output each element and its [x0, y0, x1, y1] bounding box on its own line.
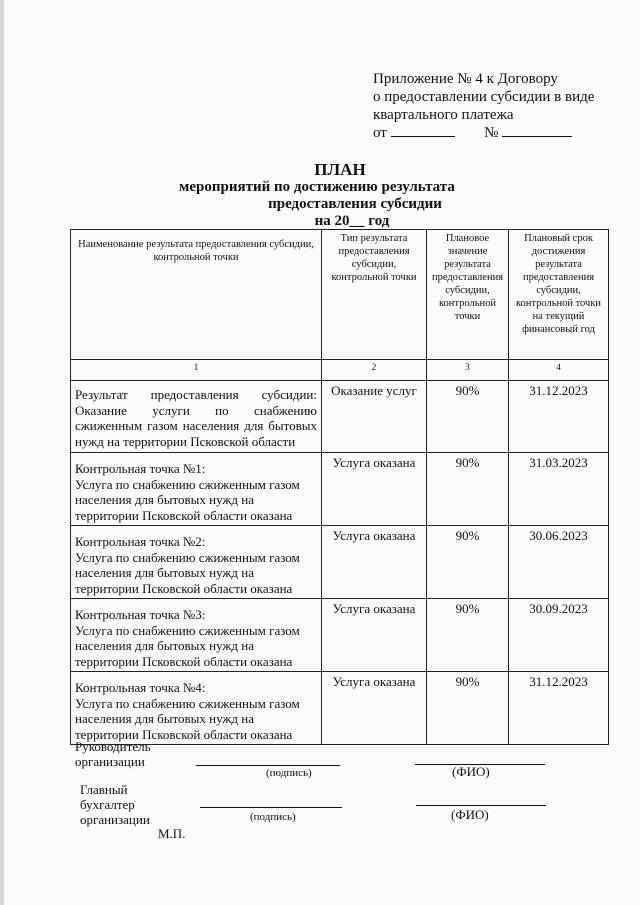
appendix-line-2: о предоставлении субсидии в виде [373, 89, 595, 105]
header-result-type: Тип результата предоставления субсидии, контрольной точки [322, 230, 427, 360]
document-year-line: на 20__ год [314, 213, 390, 229]
accountant-signature-caption: (подпись) [250, 811, 296, 823]
table-row [71, 526, 609, 599]
accountant-label-line-1: Главный [80, 782, 128, 797]
header-planned-value: Плановое значение результата предоставления субсидии, контрольной точки [427, 230, 509, 360]
accountant-label-line-2: бухгалтер [80, 797, 135, 812]
accountant-label-line-3: организации [80, 812, 150, 827]
page-edge-shadow [0, 0, 4, 905]
head-name-caption: (ФИО) [452, 764, 490, 779]
row-value: 90% [427, 453, 509, 526]
header-result-name: Наименование результата предоставления субсидии, контрольной точки [71, 230, 322, 360]
stamp-place-label: М.П. [158, 826, 186, 841]
appendix-line-4 [373, 124, 613, 142]
appendix-line-3: квартального платежа [373, 107, 514, 123]
row-value: 90% [427, 599, 509, 672]
table-header-row [71, 230, 609, 360]
row-type: Услуга оказана [322, 672, 427, 745]
row-date: 31.03.2023 [509, 453, 609, 526]
row-name [71, 526, 322, 599]
row-date: 30.09.2023 [509, 599, 609, 672]
head-label [75, 739, 151, 769]
column-number: 2 [322, 360, 427, 381]
row-value: 90% [427, 672, 509, 745]
row-name: Результат предоставления субсидии: Оказание услуги по снабжению сжиженным газом населения для бытовых нужд на территории Псковской области [71, 381, 322, 453]
head-label-line-1: Руководитель [75, 739, 151, 754]
column-number-row [71, 360, 609, 381]
accountant-name-line [416, 805, 546, 806]
column-number: 1 [71, 360, 322, 381]
head-signature-caption: (подпись) [266, 767, 312, 779]
row-date: 31.12.2023 [509, 381, 609, 453]
date-from-label: от [373, 125, 387, 141]
checkpoint-title: Контрольная точка №4: [75, 680, 206, 695]
header-planned-deadline: Плановый срок достижения результата предоставления субсидии, контрольной точки на текущий финансовый год [509, 230, 609, 360]
table-row [71, 672, 609, 745]
accountant-label [80, 782, 150, 827]
row-type: Услуга оказана [322, 453, 427, 526]
column-number: 4 [509, 360, 609, 381]
checkpoint-title: Контрольная точка №3: [75, 607, 206, 622]
checkpoint-text: Услуга по снабжению сжиженным газом населения для бытовых нужд на территории Псковской области оказана [75, 695, 300, 742]
row-date: 31.12.2023 [509, 672, 609, 745]
head-label-line-2: организации [75, 754, 145, 769]
table-row [71, 599, 609, 672]
row-type: Услуга оказана [322, 599, 427, 672]
accountant-name-caption: (ФИО) [451, 807, 489, 822]
checkpoint-text: Услуга по снабжению сжиженным газом населения для бытовых нужд на территории Псковской области оказана [75, 476, 300, 523]
date-blank [391, 124, 455, 137]
appendix-header [373, 70, 613, 142]
row-type: Услуга оказана [322, 526, 427, 599]
row-name [71, 672, 322, 745]
column-number: 3 [427, 360, 509, 381]
row-type: Оказание услуг [322, 381, 427, 453]
row-value: 90% [427, 526, 509, 599]
plan-table [70, 229, 609, 745]
number-blank [502, 124, 572, 137]
checkpoint-title: Контрольная точка №2: [75, 534, 206, 549]
document-title: ПЛАН [314, 160, 366, 179]
checkpoint-text: Услуга по снабжению сжиженным газом населения для бытовых нужд на территории Псковской области оказана [75, 622, 300, 669]
row-name [71, 599, 322, 672]
document-subtitle-1: мероприятий по достижению результата [179, 179, 455, 195]
table-row [71, 453, 609, 526]
checkpoint-title: Контрольная точка №1: [75, 461, 206, 476]
row-date: 30.06.2023 [509, 526, 609, 599]
document-subtitle-2: предоставления субсидии [268, 196, 442, 212]
table-row [71, 381, 609, 453]
row-value: 90% [427, 381, 509, 453]
checkpoint-text: Услуга по снабжению сжиженным газом населения для бытовых нужд на территории Псковской области оказана [75, 549, 300, 596]
accountant-signature-line [200, 807, 342, 808]
row-name [71, 453, 322, 526]
number-label: № [484, 125, 499, 141]
appendix-line-1: Приложение № 4 к Договору [373, 71, 558, 87]
